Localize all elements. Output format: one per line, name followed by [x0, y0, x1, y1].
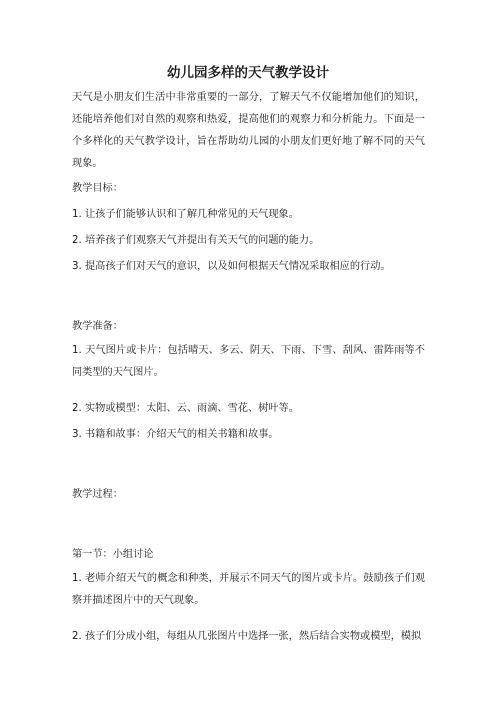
preparation-heading: 教学准备： — [72, 321, 123, 332]
section1-heading: 第一节：小组讨论 — [72, 549, 154, 560]
objective-item: 2. 培养孩子们观察天气并提出有关天气的问题的能力。 — [72, 235, 320, 246]
preparation-item: 3. 书籍和故事：介绍天气的相关书籍和故事。 — [72, 429, 279, 440]
intro-paragraph: 天气是小朋友们生活中非常重要的一部分，了解天气不仅能增加他们的知识，还能培养他们对自然的观察和热爱，提高他们的观察力和分析能力。下面是一个多样化的天气教学设计，旨在帮助幼儿园的小朋友们更好地了解不同的天气现象。 — [72, 92, 425, 169]
objective-item: 1. 让孩子们能够认识和了解几种常见的天气现象。 — [72, 209, 299, 220]
objectives-heading: 教学目标： — [72, 183, 123, 194]
process-heading: 教学过程： — [72, 489, 123, 500]
preparation-item: 2. 实物或模型：太阳、云、雨滴、雪花、树叶等。 — [72, 403, 299, 414]
document-title: 幼儿园多样的天气教学设计 — [167, 65, 329, 81]
preparation-item: 1. 天气图片或卡片：包括晴天、多云、阴天、下雨、下雪、刮风、雷阵雨等不同类型的天气图片。 — [72, 345, 425, 378]
section1-item: 2. 孩子们分成小组，每组从几张图片中选择一张，然后结合实物或模型，模拟 — [72, 631, 422, 642]
objective-item: 3. 提高孩子们对天气的意识，以及如何根据天气情况采取相应的行动。 — [72, 261, 391, 272]
section1-item: 1. 老师介绍天气的概念和种类，并展示不同天气的图片或卡片。鼓励孩子们观察并描述图片中的天气现象。 — [72, 573, 425, 606]
